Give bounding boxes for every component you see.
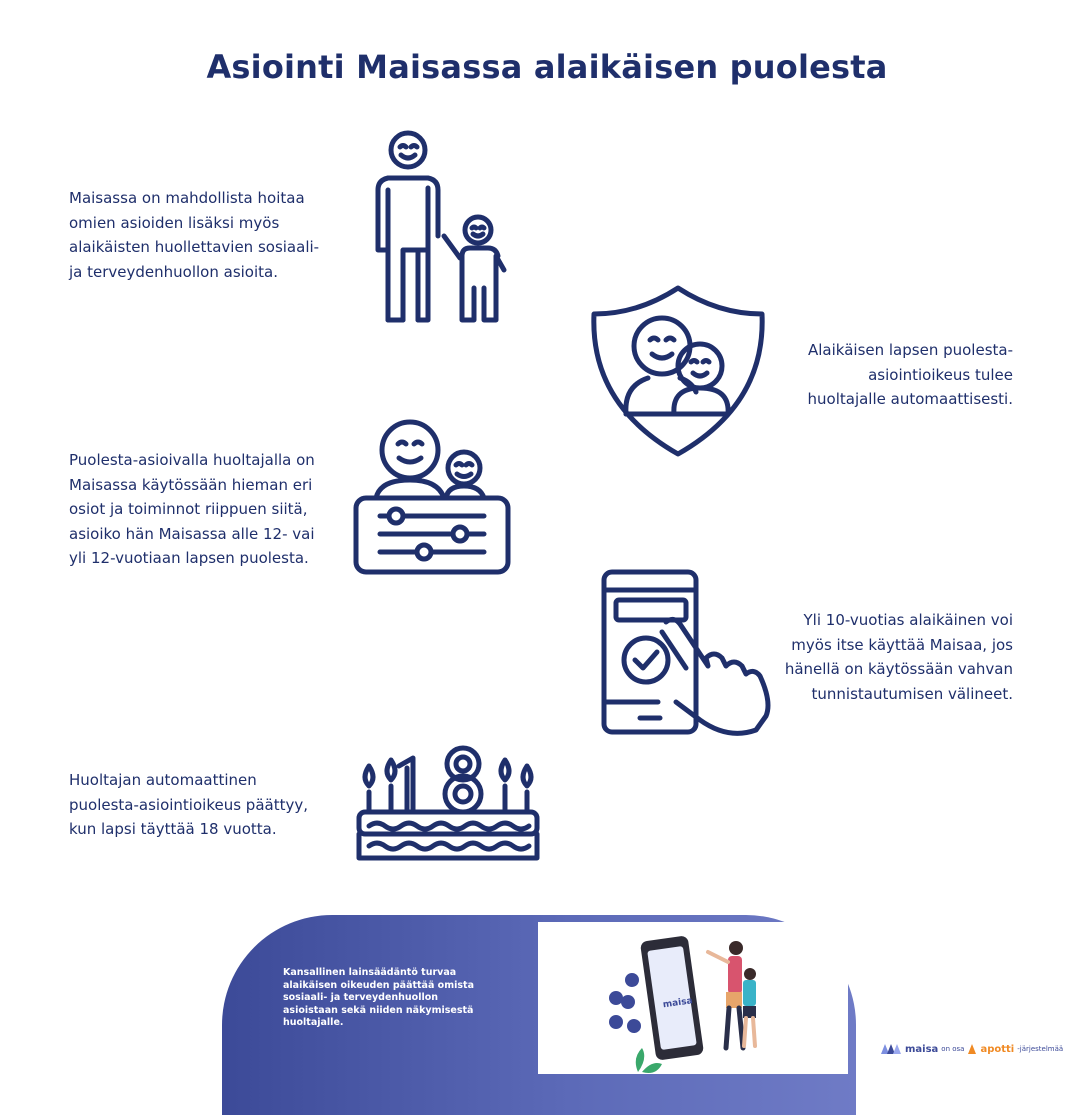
banner-line: sosiaali- ja terveydenhuollon	[283, 992, 439, 1003]
ends-text	[69, 768, 308, 842]
parent-child-icon	[360, 128, 520, 328]
banner-line: alaikäisen oikeuden päättää omista	[283, 979, 474, 991]
intro-text	[69, 186, 319, 284]
footer-suffix: -järjestelmää	[1017, 1045, 1064, 1053]
footer-on-osa: on osa	[941, 1045, 965, 1053]
family-sliders-icon	[354, 418, 510, 576]
automatic-right-text	[770, 338, 1013, 412]
settings-text	[69, 448, 315, 571]
settings-line: asioiko hän Maisassa alle 12- vai	[69, 524, 315, 543]
own-use-line: Yli 10-vuotias alaikäinen voi	[803, 611, 1013, 629]
own-use-line: myös itse käyttää Maisaa, jos	[791, 635, 1013, 654]
own-use-line: tunnistautumisen välineet.	[811, 684, 1013, 703]
banner-line: Kansallinen lainsäädäntö turvaa	[283, 967, 457, 978]
intro-line: alaikäisten huollettavien sosiaali-	[69, 238, 320, 256]
birthday-cake-18-icon	[355, 728, 541, 864]
own-use-line: hänellä on käytössään vahvan	[784, 660, 1013, 678]
automatic-right-line: huoltajalle automaattisesti.	[807, 390, 1013, 408]
ends-line: Huoltajan automaattinen	[69, 771, 257, 789]
page-title: Asiointi Maisassa alaikäisen puolesta	[206, 48, 888, 86]
settings-line: Maisassa käytössään hieman eri	[69, 475, 313, 494]
phone-logo: maisa	[662, 996, 694, 1011]
automatic-right-line: Alaikäisen lapsen puolesta-	[808, 341, 1013, 359]
settings-line: yli 12-vuotiaan lapsen puolesta.	[69, 549, 309, 567]
legislation-banner-text	[283, 967, 503, 1030]
banner-line: asioistaan sekä niiden näkymisestä	[283, 1004, 474, 1016]
intro-line: omien asioiden lisäksi myös	[69, 213, 280, 232]
banner-line: huoltajalle.	[283, 1017, 344, 1028]
maisa-logo-icon	[880, 1043, 902, 1055]
settings-line: osiot ja toiminnot riippuen siitä,	[69, 500, 308, 518]
footer-apotti: apotti	[980, 1043, 1015, 1055]
phone-illustration	[538, 922, 848, 1074]
settings-line: Puolesta-asioivalla huoltajalla on	[69, 451, 315, 469]
phone-tap-icon	[600, 568, 770, 736]
apotti-logo-icon	[967, 1043, 977, 1055]
intro-line: ja terveydenhuollon asioita.	[69, 262, 278, 281]
footer-maisa: maisa	[905, 1043, 939, 1055]
phone-family-illustration-icon	[538, 922, 848, 1074]
footer-logo	[880, 1041, 1063, 1057]
shield-family-icon	[590, 284, 766, 460]
ends-line: puolesta-asiointioikeus päättyy,	[69, 795, 308, 814]
automatic-right-line: asiointioikeus tulee	[868, 365, 1013, 384]
intro-line: Maisassa on mahdollista hoitaa	[69, 189, 305, 207]
ends-line: kun lapsi täyttää 18 vuotta.	[69, 820, 277, 838]
own-use-text	[740, 608, 1013, 706]
